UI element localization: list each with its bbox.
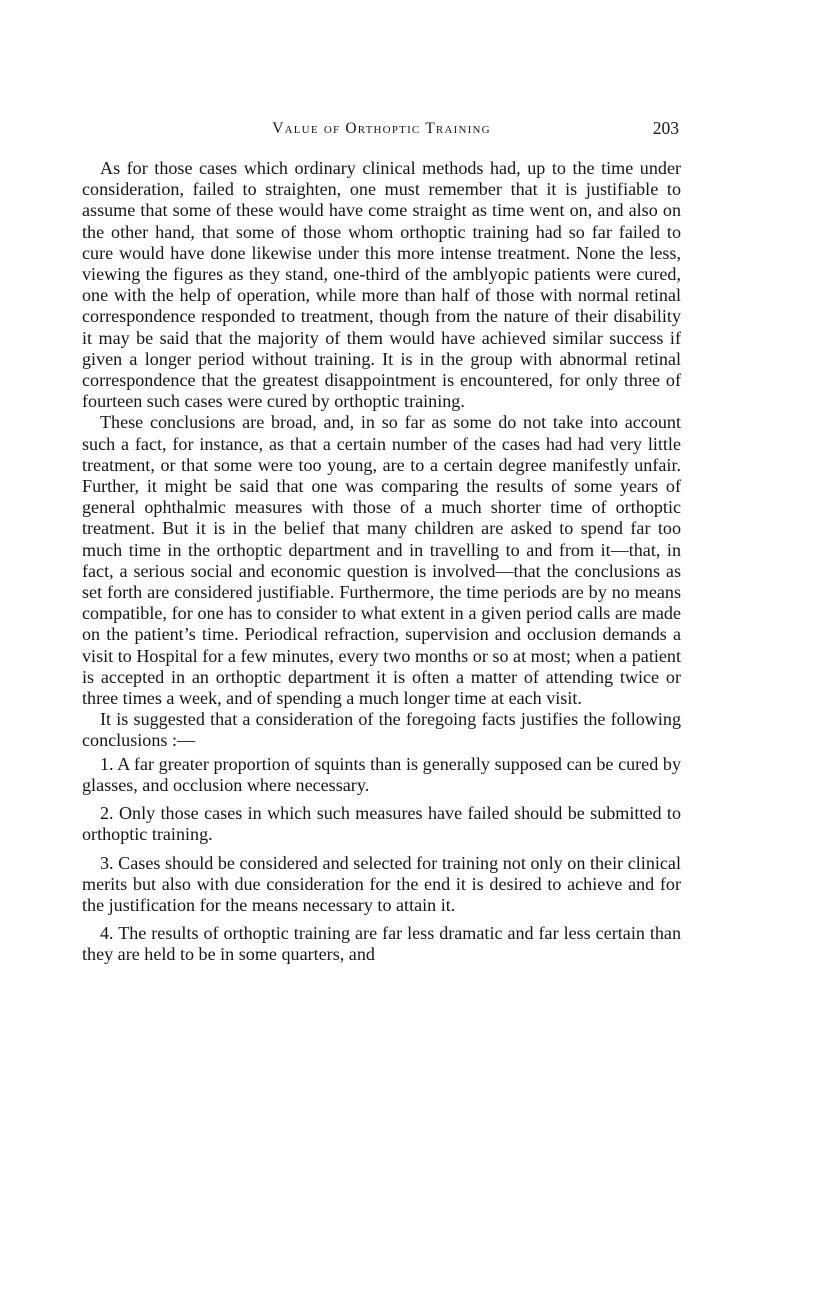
conclusion-item-2: 2. Only those cases in which such measures have failed should be submitted to orthoptic training. — [82, 803, 681, 845]
page-number: 203 — [652, 118, 679, 138]
conclusion-item-4: 4. The results of orthoptic training are far less dramatic and far less certain than they are held to be in some quarters, and — [82, 923, 681, 965]
conclusion-item-3: 3. Cases should be considered and selected for training not only on their clinical merits but also with due consideration for the end it is desired to achieve and for the justification for the means necessary to attain it. — [82, 852, 681, 915]
paragraph-cases-not-straightened: As for those cases which ordinary clinical methods had, up to the time under consideration, failed to straighten, one must remember that it is justifiable to assume that some of these would have come straight as time went on, and also on the other hand, that some of those whom orthoptic training had so far failed to cure would have done likewise under this more intense treatment. None the less, viewing the figures as they stand, one-third of the amblyopic patients were cured, one with the help of operation, while more than half of those with normal retinal correspondence responded to treatment, though from the nature of their disability it may be said that the majority of them would have achieved similar success if given a longer period without training. It is in the group with abnormal retinal correspondence that the greatest disappointment is encountered, for only three of fourteen such cases were cured by orthoptic training. — [82, 158, 681, 412]
paragraph-suggested-conclusions: It is suggested that a consideration of the foregoing facts justifies the following conclusions :— — [82, 709, 681, 751]
running-head — [82, 120, 681, 144]
page — [82, 120, 681, 966]
conclusion-item-1: 1. A far greater proportion of squints than is generally supposed can be cured by glasses, and occlusion where necessary. — [82, 753, 681, 795]
body-text — [82, 158, 681, 966]
paragraph-conclusions-broad: These conclusions are broad, and, in so far as some do not take into account such a fact, for instance, as that a certain number of the cases had had very little treatment, or that some were too young, are to a certain degree manifestly unfair. Further, it might be said that one was comparing the results of some years of general ophthalmic measures with those of a much shorter time of orthoptic treatment. But it is in the belief that many children are asked to spend far too much time in the orthoptic department and in travelling to and from it—that, in fact, a serious social and economic question is involved—that the conclusions as set forth are considered justifiable. Furthermore, the time periods are by no means compatible, for one has to consider to what extent in a given period calls are made on the patient’s time. Periodical refraction, supervision and occlusion demands a visit to Hospital for a few minutes, every two months or so at most; when a patient is accepted in an orthoptic department it is often a matter of attending twice or three times a week, and of spending a much longer time at each visit. — [82, 412, 681, 709]
running-title: Value of Orthoptic Training — [272, 120, 491, 137]
